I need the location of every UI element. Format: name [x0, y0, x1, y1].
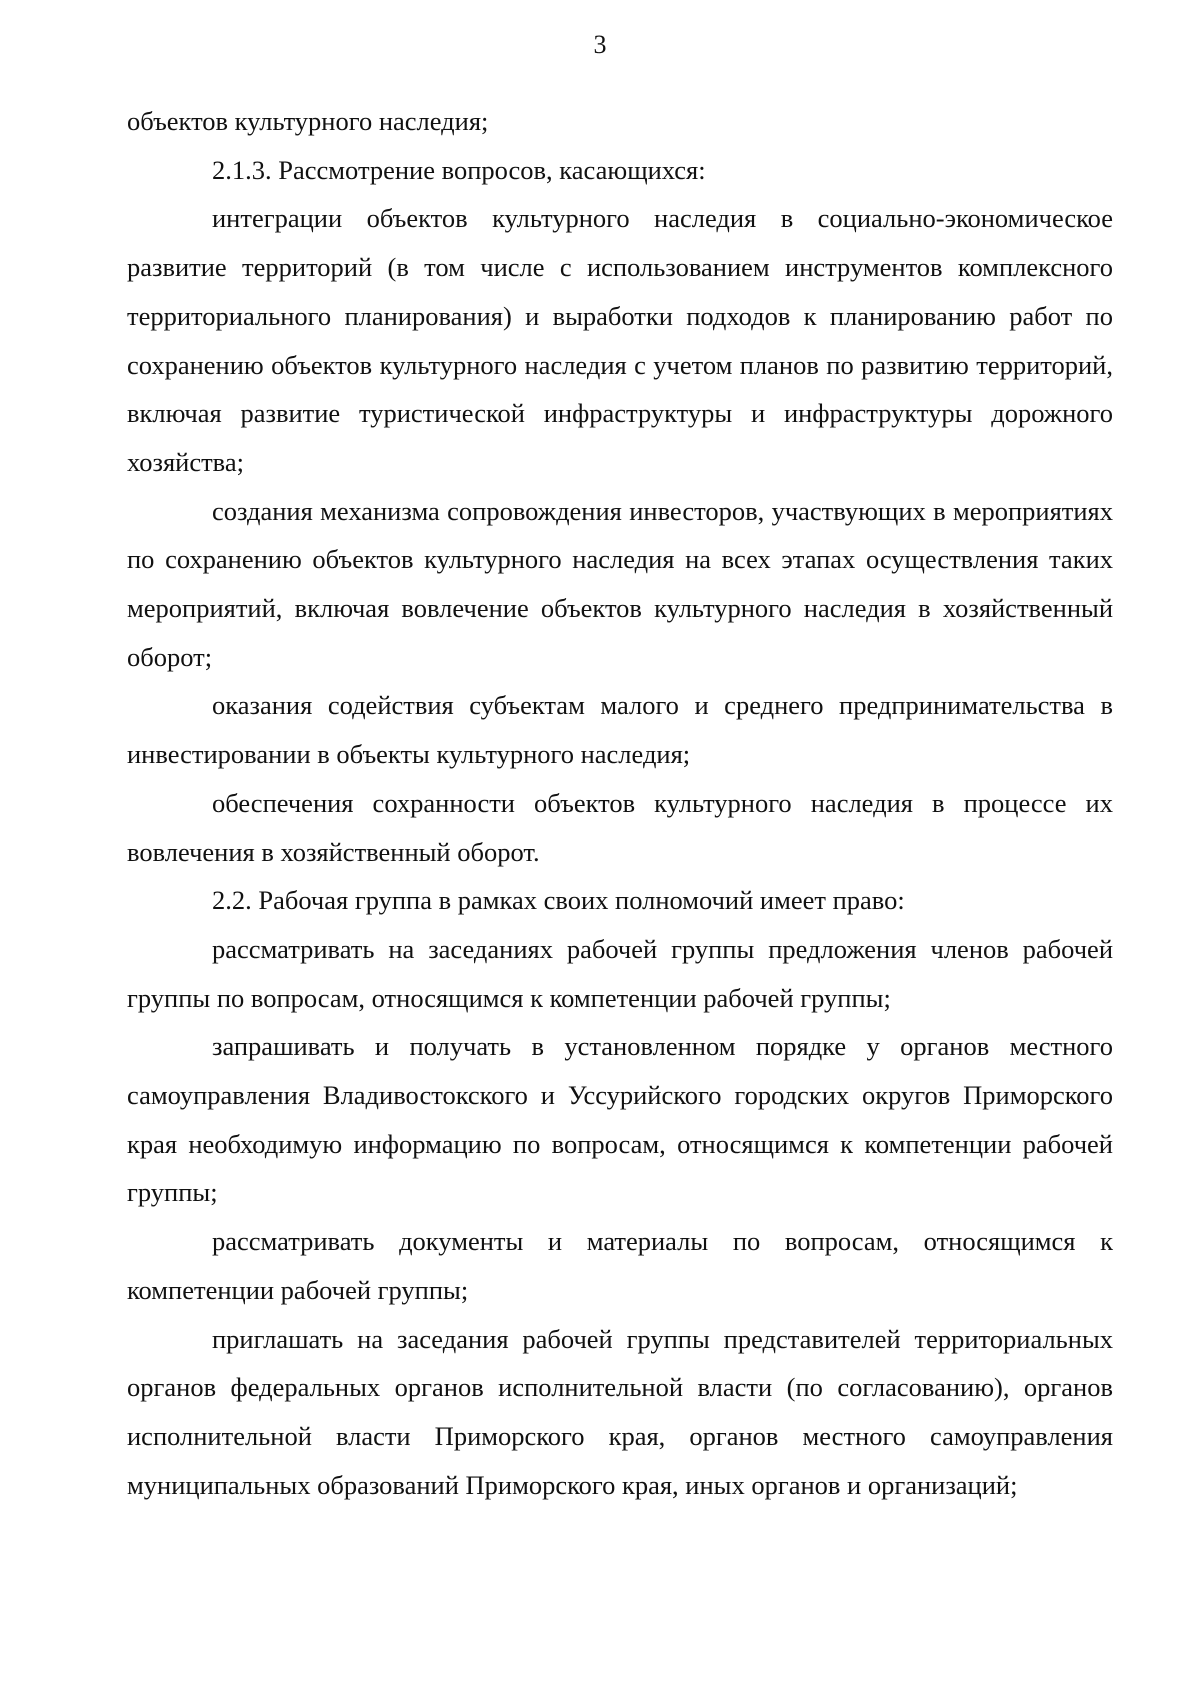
document-body	[127, 97, 1113, 1509]
paragraph-investor-mechanism: создания механизма сопровождения инвесторов, участвующих в мероприятиях по сохранению объектов культурного наследия на всех этапах осуществления таких мероприятий, включая вовлечение объектов культурного наследия в хозяйственный оборот;	[127, 495, 1113, 672]
paragraph-integration: интеграции объектов культурного наследия в социально-экономическое развитие территорий (в том числе с использованием инструментов комплексного территориального планирования) и выработки подходов к планированию работ по сохранению объектов культурного наследия с учетом планов по развитию территорий, включая развитие туристической инфраструктуры и инфраструктуры дорожного хозяйства;	[127, 203, 1113, 477]
paragraph-2-1-3-heading: 2.1.3. Рассмотрение вопросов, касающихся:	[212, 154, 706, 185]
paragraph-preservation: обеспечения сохранности объектов культурного наследия в процессе их вовлечения в хозяйственный оборот.	[127, 787, 1113, 867]
paragraph-2-2-heading: 2.2. Рабочая группа в рамках своих полномочий имеет право:	[212, 885, 905, 916]
page-number: 3	[593, 30, 607, 59]
paragraph-invite-representatives: приглашать на заседания рабочей группы представителей территориальных органов федеральных органов исполнительной власти (по согласованию), органов исполнительной власти Приморского края, органов местного самоуправления муниципальных образований Приморского края, иных органов и организаций;	[127, 1323, 1113, 1500]
paragraph-consider-proposals: рассматривать на заседаниях рабочей группы предложения членов рабочей группы по вопросам, относящимся к компетенции рабочей группы;	[127, 933, 1113, 1013]
paragraph-request-information: запрашивать и получать в установленном порядке у органов местного самоуправления Владивостокского и Уссурийского городских округов Приморского края необходимую информацию по вопросам, относящимся к компетенции рабочей группы;	[127, 1031, 1113, 1208]
paragraph-small-business: оказания содействия субъектам малого и среднего предпринимательства в инвестировании в объекты культурного наследия;	[127, 690, 1113, 770]
paragraph-consider-documents: рассматривать документы и материалы по вопросам, относящимся к компетенции рабочей группы;	[127, 1226, 1113, 1305]
paragraph-1: объектов культурного наследия;	[127, 106, 489, 136]
